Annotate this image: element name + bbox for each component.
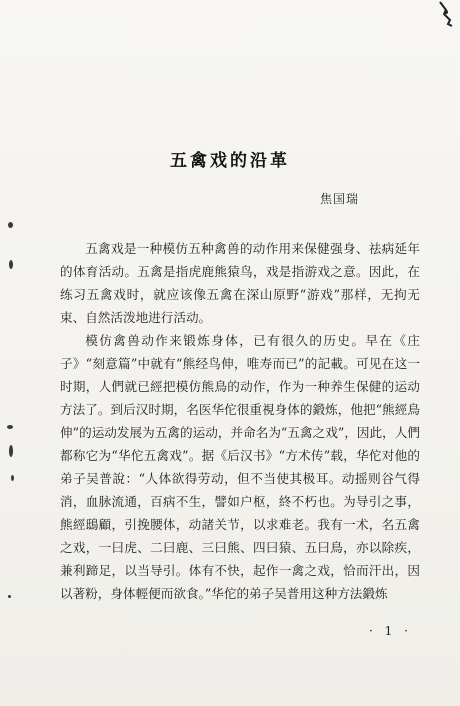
body-paragraph-2: 模仿禽兽动作来锻炼身体，已有很久的历史。早在《庄子》“刻意篇”中就有“熊经鸟伸，唯寿而已”的記載。可见在这一时期，人們就已經把模仿熊鳥的动作，作为一种养生保健的运动方法了。到后汉时期，名医华佗很重視身体的鍛炼，他把“熊經鳥伸”的运动发展为五禽的运动，并命名为“五禽之戏”，因此，人們都称它为“华佗五禽戏”。据《后汉书》“方术传”载，华佗对他的弟子吴普說：“人体欲得劳动，但不当使其极耳。动摇则谷气得消，血脉流通，百病不生，譬如户枢，終不朽也。为导引之事，熊經鴟顧，引挽腰体，动諸关节，以求难老。我有一术，名五禽之戏，一曰虎、二曰鹿、三曰熊、四曰猿、五曰鳥，亦以除疾，兼利蹄足，以当导引。体有不快，起作一禽之戏，恰而汗出，因以著粉，身体輕便而欲食。”华佗的弟子吴普用这种方法鍛炼 <box>60 333 420 601</box>
document-author: 焦国瑞 <box>320 192 360 206</box>
document-body <box>60 237 420 605</box>
document-title: 五禽戏的沿革 <box>170 151 290 171</box>
body-paragraph-1: 五禽戏是一种模仿五种禽兽的动作用来保健强身、祛病延年的体育活动。五禽是指虎鹿熊猿鸟，戏是指游戏之意。因此，在练习五禽戏时，就应该像五禽在深山原野“游戏”那样，无拘无束、自然活泼地进行活动。 <box>60 241 420 325</box>
scan-corner-mark <box>432 0 460 28</box>
page-number: · 1 · <box>369 624 412 638</box>
scan-margin-marks <box>0 200 24 620</box>
